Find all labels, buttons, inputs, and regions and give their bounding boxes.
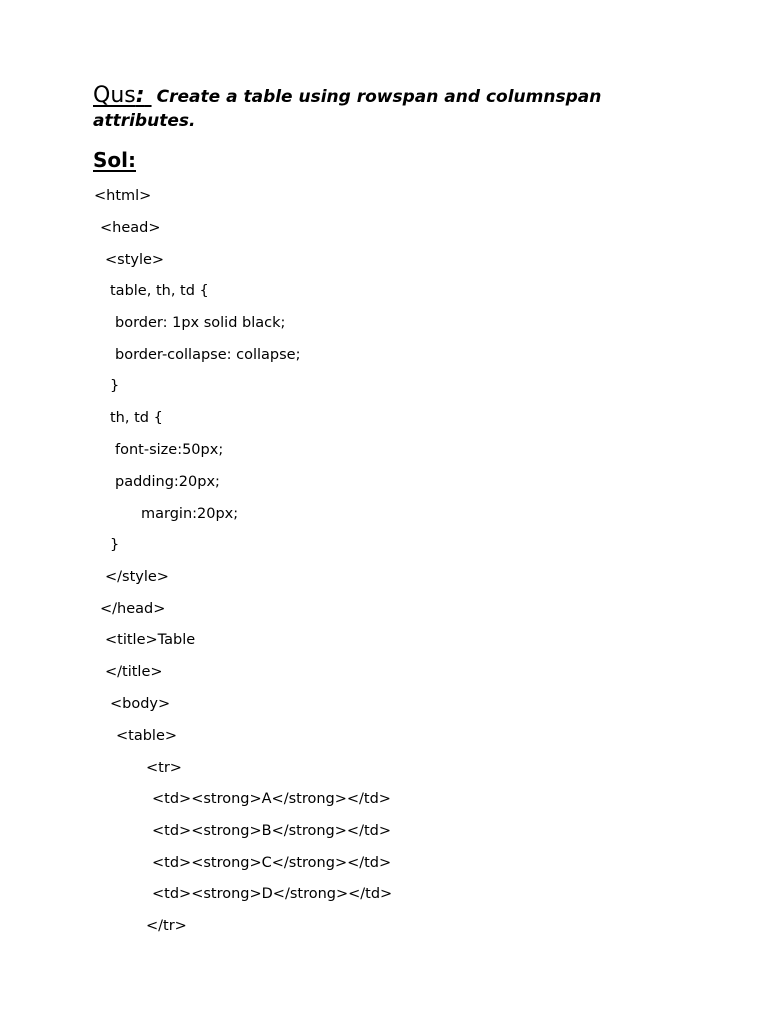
code-line: <td><strong>A</strong></td>	[152, 791, 391, 807]
code-line: <title>Table	[105, 632, 196, 648]
code-line: font-size:50px;	[115, 442, 224, 458]
code-line: <td><strong>C</strong></td>	[152, 855, 392, 871]
code-line: border-collapse: collapse;	[115, 347, 301, 363]
code-line: table, th, td {	[110, 283, 209, 299]
solution-label: Sol:	[93, 148, 136, 172]
question-text: Create a table using rowspan and columnspan attributes.	[93, 87, 602, 131]
question-label	[93, 83, 152, 108]
question-block	[93, 84, 693, 133]
code-line: <head>	[100, 220, 161, 236]
code-line: }	[110, 378, 120, 394]
question-label-text: Qus	[93, 83, 136, 108]
code-line: </style>	[105, 569, 169, 585]
code-line: <td><strong>B</strong></td>	[152, 823, 391, 839]
question-label-colon: :	[135, 83, 145, 108]
code-line: th, td {	[110, 410, 163, 426]
code-line: </title>	[105, 664, 163, 680]
code-line: padding:20px;	[115, 474, 220, 490]
code-line: }	[110, 537, 120, 553]
code-line: border: 1px solid black;	[115, 315, 286, 331]
code-line: <body>	[110, 696, 171, 712]
code-line: <html>	[94, 188, 152, 204]
code-line: </head>	[100, 601, 166, 617]
code-line: </tr>	[146, 918, 187, 934]
code-line: margin:20px;	[141, 506, 239, 522]
code-line: <table>	[116, 728, 178, 744]
code-line: <tr>	[146, 760, 182, 776]
code-line: <td><strong>D</strong></td>	[152, 886, 393, 902]
code-line: <style>	[105, 252, 165, 268]
